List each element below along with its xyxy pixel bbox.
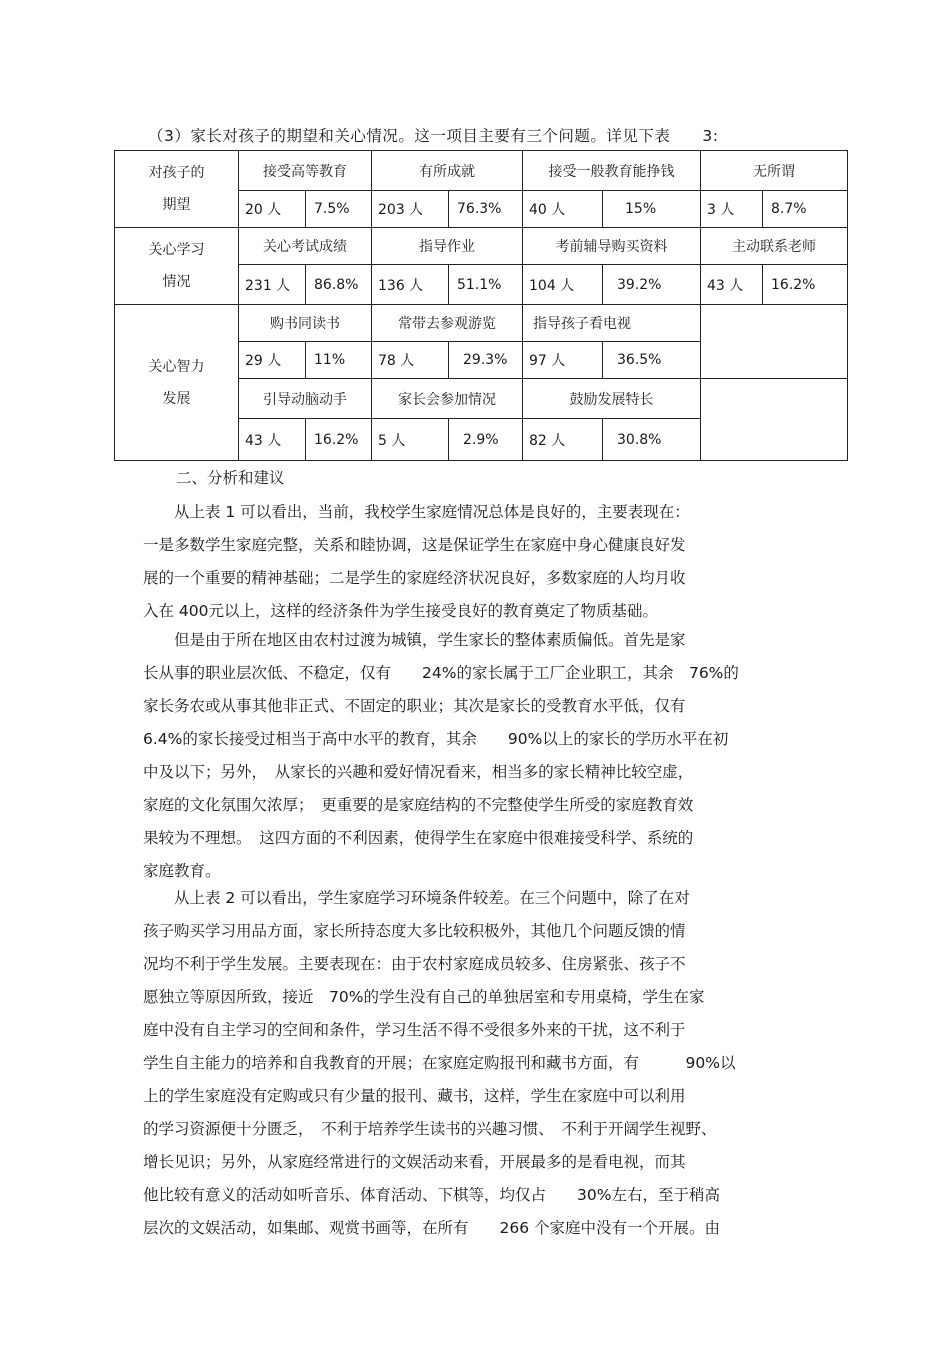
cell-label: 引导动脑动手	[239, 379, 372, 419]
cell-count: 104 人	[523, 265, 603, 305]
cell-count: 3 人	[701, 191, 763, 228]
cell-count: 203 人	[372, 191, 449, 228]
text-line: 庭中没有自主学习的空间和条件，学习生活不得不受很多外来的干扰，这不利于	[143, 1021, 686, 1039]
text-line: 但是由于所在地区由农村过渡为城镇，学生家长的整体素质偏低。首先是家	[143, 631, 686, 649]
cell-percent: 76.3%	[449, 191, 523, 228]
text-line: 家庭的文化氛围欠浓厚； 更重要的是家庭结构的不完整使学生所受的家庭教育效	[143, 796, 694, 814]
text-line: 中及以下；另外， 从家长的兴趣和爱好情况看来，相当多的家长精神比较空虚，	[143, 763, 694, 781]
text-line: 况均不利于学生发展。主要表现在：由于农村家庭成员较多、住房紧张、孩子不	[143, 955, 686, 973]
text-line: 增长见识；另外，从家庭经常进行的文娱活动来看，开展最多的是看电视，而其	[143, 1153, 686, 1171]
text-line: 6.4%的家长接受过相当于高中水平的教育，其余 90%以上的家长的学历水平在初	[143, 730, 729, 748]
cell-label: 购书同读书	[239, 305, 372, 342]
cell-count: 82 人	[523, 419, 603, 461]
cell-percent: 29.3%	[449, 342, 523, 379]
cell-label: 主动联系老师	[701, 228, 848, 265]
cell-count: 20 人	[239, 191, 306, 228]
cell-count: 43 人	[239, 419, 306, 461]
cell-percent: 30.8%	[603, 419, 701, 461]
cell-percent: 39.2%	[603, 265, 701, 305]
cell-label: 鼓励发展特长	[523, 379, 701, 419]
parent-expectation-table	[114, 150, 848, 461]
cell-count: 5 人	[372, 419, 449, 461]
cell-label: 指导孩子看电视	[523, 305, 701, 342]
cell-percent: 36.5%	[603, 342, 701, 379]
text-line: 展的一个重要的精神基础；二是学生的家庭经济状况良好，多数家庭的人均月收	[143, 569, 686, 587]
paragraph-1	[143, 496, 803, 628]
cell-label: 有所成就	[372, 151, 523, 191]
paragraph-3	[143, 882, 803, 1245]
cell-label: 无所谓	[701, 151, 848, 191]
text-line: 上的学生家庭没有定购或只有少量的报刊、藏书，这样，学生在家庭中可以利用	[143, 1087, 686, 1105]
cell-count: 29 人	[239, 342, 306, 379]
cell-percent: 2.9%	[449, 419, 523, 461]
row-head-line: 发展	[162, 390, 191, 407]
text-line: 家长务农或从事其他非正式、不固定的职业；其次是家长的受教育水平低，仅有	[143, 697, 686, 715]
text-line: 入在 400元以上，这样的经济条件为学生接受良好的教育奠定了物质基础。	[143, 602, 659, 620]
text-line: 长从事的职业层次低、不稳定，仅有 24%的家长属于工厂企业职工，其余 76%的	[143, 664, 739, 682]
text-line: 层次的文娱活动，如集邮、观赏书画等，在所有 266 个家庭中没有一个开展。由	[143, 1219, 721, 1237]
section-heading: 二、分析和建议	[176, 469, 285, 487]
row-head-intelligence	[115, 305, 239, 461]
text-line: 学生自主能力的培养和自我教育的开展；在家庭定购报刊和藏书方面，有 90%以	[143, 1054, 736, 1072]
cell-percent: 7.5%	[306, 191, 372, 228]
row-head-expectation	[115, 151, 239, 228]
cell-percent: 51.1%	[449, 265, 523, 305]
table-caption: （3）家长对孩子的期望和关心情况。这一项目主要有三个问题。详见下表 3:	[148, 127, 719, 145]
text-line: 从上表 2 可以看出，学生家庭学习环境条件较差。在三个问题中，除了在对	[143, 889, 690, 907]
cell-count: 40 人	[523, 191, 603, 228]
cell-percent: 11%	[306, 342, 372, 379]
cell-label: 家长会参加情况	[372, 379, 523, 419]
cell-label: 关心考试成绩	[239, 228, 372, 265]
cell-count: 78 人	[372, 342, 449, 379]
cell-percent: 16.2%	[306, 419, 372, 461]
cell-label: 指导作业	[372, 228, 523, 265]
text-line: 的学习资源便十分匮乏， 不利于培养学生读书的兴趣习惯、 不利于开阔学生视野、	[143, 1120, 717, 1138]
cell-label: 常带去参观游览	[372, 305, 523, 342]
text-line: 家庭教育。	[143, 862, 221, 880]
text-line: 他比较有意义的活动如听音乐、体育活动、下棋等，均仅占 30%左右，至于稍高	[143, 1186, 720, 1204]
empty-cell	[701, 379, 848, 461]
text-line: 一是多数学生家庭完整，关系和睦协调，这是保证学生在家庭中身心健康良好发	[143, 536, 686, 554]
row-head-line: 对孩子的	[148, 165, 205, 181]
cell-label: 接受高等教育	[239, 151, 372, 191]
row-head-line: 情况	[162, 274, 191, 290]
row-head-study	[115, 228, 239, 305]
text-line: 孩子购买学习用品方面，家长所持态度大多比较积极外，其他几个问题反馈的情	[143, 922, 686, 940]
text-line: 从上表 1 可以看出，当前，我校学生家庭情况总体是良好的，主要表现在：	[143, 503, 690, 521]
cell-count: 231 人	[239, 265, 306, 305]
paragraph-2	[143, 624, 803, 888]
row-head-line: 关心智力	[148, 358, 205, 375]
cell-count: 136 人	[372, 265, 449, 305]
cell-count: 97 人	[523, 342, 603, 379]
text-line: 愿独立等原因所致，接近 70%的学生没有自己的单独居室和专用桌椅，学生在家	[143, 988, 705, 1006]
row-head-line: 期望	[162, 197, 191, 213]
empty-cell	[701, 305, 848, 379]
row-head-line: 关心学习	[148, 242, 205, 258]
cell-count: 43 人	[701, 265, 763, 305]
cell-percent: 86.8%	[306, 265, 372, 305]
cell-percent: 16.2%	[763, 265, 848, 305]
cell-percent: 15%	[603, 191, 701, 228]
cell-percent: 8.7%	[763, 191, 848, 228]
text-line: 果较为不理想。 这四方面的不利因素，使得学生在家庭中很难接受科学、系统的	[143, 829, 694, 847]
cell-label: 接受一般教育能挣钱	[523, 151, 701, 191]
cell-label: 考前辅导购买资料	[523, 228, 701, 265]
